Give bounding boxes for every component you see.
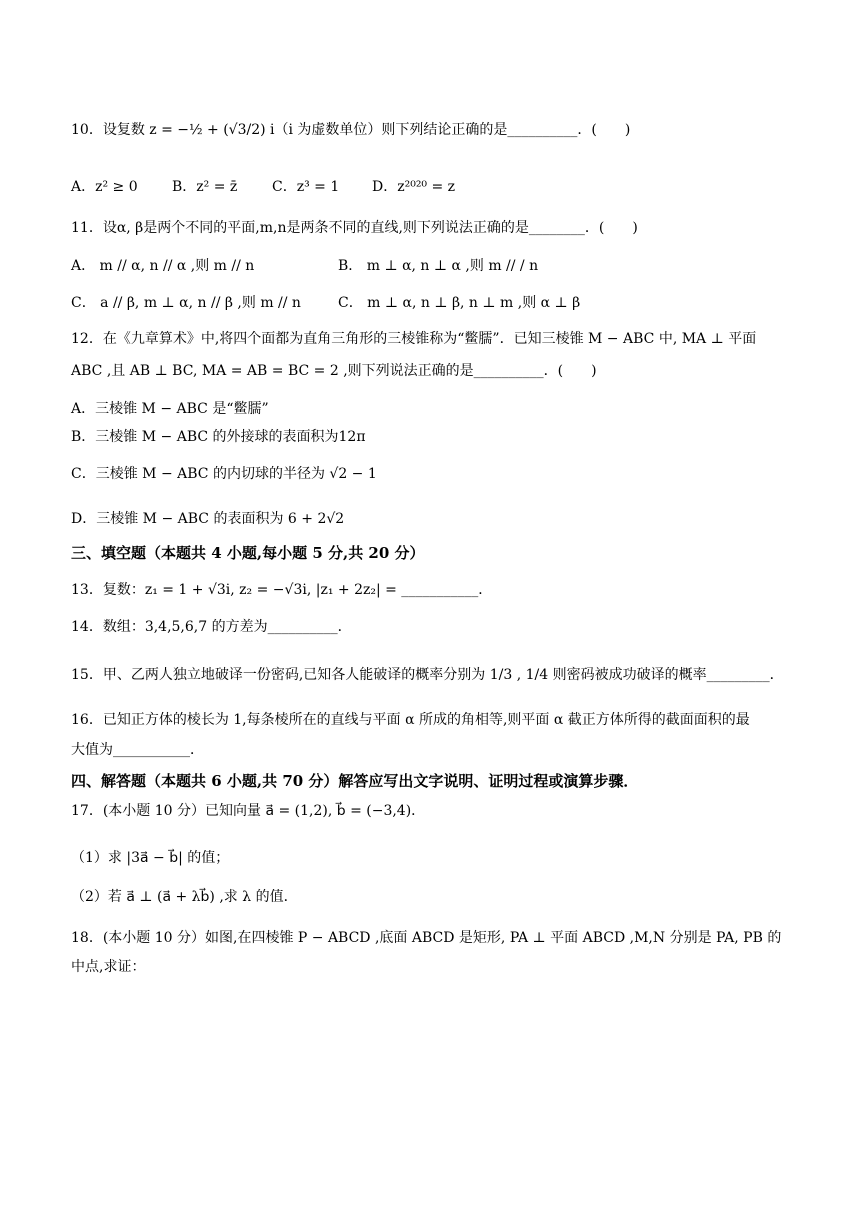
- q10-option-b: B．z² = z̄: [172, 179, 238, 195]
- q12-option-c: C．三棱锥 M − ABC 的内切球的半径为 √2 − 1: [71, 466, 377, 482]
- q10-option-c: C．z³ = 1: [272, 179, 340, 195]
- question-17: 17．(本小题 10 分）已知向量 a⃗ = (1,2), b⃗ = (−3,4)．: [71, 803, 426, 819]
- q11-option-d: C． m ⊥ α, n ⊥ β, n ⊥ m ,则 α ⊥ β: [338, 295, 581, 311]
- section-4-heading: 四、解答题（本题共 6 小题,共 70 分）解答应写出文字说明、证明过程或演算步骤．: [71, 772, 639, 790]
- q11-option-c: C． a // β, m ⊥ α, n // β ,则 m // n: [71, 295, 301, 311]
- q12-option-d: D．三棱锥 M − ABC 的表面积为 6 + 2√2: [71, 511, 345, 527]
- q10-option-a: A．z² ≥ 0: [71, 179, 138, 195]
- q17-part-2: （2）若 a⃗ ⊥ (a⃗ + λb⃗) ,求 λ 的值．: [71, 889, 298, 905]
- q10-option-d: D．z²⁰²⁰ = z: [372, 179, 456, 195]
- question-12-line1: 12．在《九章算术》中,将四个面都为直角三角形的三棱锥称为“鳖臑”．已知三棱锥 M − ABC 中, MA ⊥ 平面: [71, 331, 757, 347]
- question-18-line1: 18．(本小题 10 分）如图,在四棱锥 P − ABCD ,底面 ABCD 是矩形, PA ⊥ 平面 ABCD ,M,N 分别是 PA, PB 的: [71, 930, 782, 946]
- q11-option-b: B． m ⊥ α, n ⊥ α ,则 m // / n: [338, 258, 539, 274]
- question-18-line2: 中点,求证：: [71, 959, 146, 975]
- question-16-line2: 大值为___________．: [71, 742, 204, 758]
- question-13: 13．复数：z₁ = 1 + √3i, z₂ = −√3i, |z₁ + 2z₂| = ___________．: [71, 582, 493, 598]
- q12-option-b: B．三棱锥 M − ABC 的外接球的表面积为12π: [71, 429, 366, 445]
- q17-part-1: （1）求 |3a⃗ − b⃗| 的值；: [71, 850, 230, 866]
- question-11: 11．设α, β是两个不同的平面,m,n是两条不同的直线,则下列说法正确的是________．( ): [71, 220, 638, 236]
- q11-option-a: A． m // α, n // α ,则 m // n: [71, 258, 255, 274]
- question-15: 15．甲、乙两人独立地破译一份密码,已知各人能破译的概率分别为 1/3 , 1/4 则密码被成功破译的概率_________．: [71, 667, 784, 683]
- question-14: 14．数组：3,4,5,6,7 的方差为__________．: [71, 619, 352, 635]
- section-3-heading: 三、填空题（本题共 4 小题,每小题 5 分,共 20 分）: [71, 544, 425, 562]
- question-10: 10．设复数 z = −½ + (√3/2) i（i 为虚数单位）则下列结论正确的是__________．( ): [71, 122, 631, 138]
- question-16-line1: 16．已知正方体的棱长为 1,每条棱所在的直线与平面 α 所成的角相等,则平面 α 截正方体所得的截面面积的最: [71, 712, 750, 728]
- q12-option-a: A．三棱锥 M − ABC 是“鳖臑”: [71, 401, 269, 417]
- question-12-line2: ABC ,且 AB ⊥ BC, MA = AB = BC = 2 ,则下列说法正确的是__________．( ): [71, 363, 597, 379]
